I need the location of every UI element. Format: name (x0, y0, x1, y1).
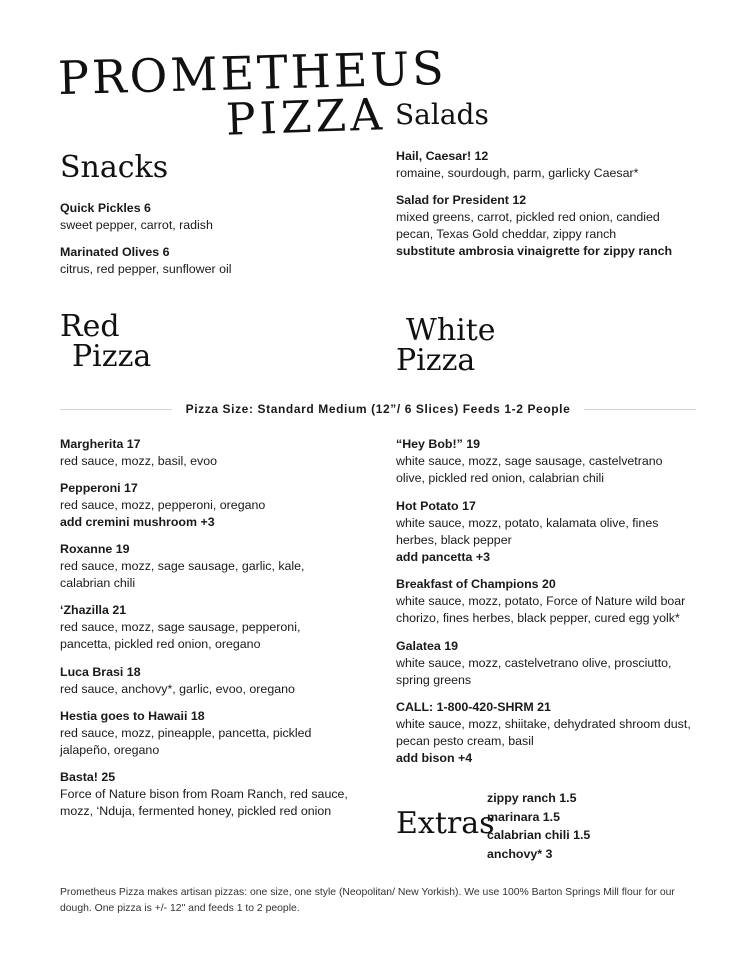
pizza-addon: add cremini mushroom +3 (60, 515, 215, 529)
salad-name: Hail, Caesar! 12 (396, 149, 489, 163)
divider-right (584, 409, 696, 410)
pizza-size-label: Pizza Size: (185, 402, 254, 416)
pizza-name: “Hey Bob!” 19 (396, 437, 480, 451)
white-pizza-heading (396, 313, 496, 378)
pizza-name: Hot Potato 17 (396, 499, 476, 513)
red-pizza-heading-line1: Red (60, 309, 120, 344)
snack-name: Quick Pickles 6 (60, 201, 151, 215)
pizza-addon: add pancetta +3 (396, 550, 490, 564)
divider-left (60, 409, 172, 410)
pizza-name: Luca Brasi 18 (60, 665, 141, 679)
pizza-desc: red sauce, mozz, sage sausage, pepperoni, pancetta, pickled red onion, oregano (60, 620, 301, 651)
pizza-desc: Force of Nature bison from Roam Ranch, red sauce, mozz, ‘Nduja, fermented honey, pickled red onion (60, 787, 348, 818)
snack-name: Marinated Olives 6 (60, 245, 170, 259)
salad-item (396, 192, 696, 260)
red-pizza-item (60, 664, 295, 698)
pizza-name: Hestia goes to Hawaii 18 (60, 709, 205, 723)
pizza-size-value: Standard Medium (12”/ 6 Slices) Feeds 1-2 People (257, 402, 571, 416)
red-pizza-item (60, 769, 360, 820)
pizza-name: ‘Zhazilla 21 (60, 603, 127, 617)
red-pizza-item (60, 541, 332, 592)
pizza-desc: white sauce, mozz, potato, kalamata olive, fines herbes, black pepper (396, 516, 659, 547)
snack-item (60, 200, 213, 234)
red-pizza-item (60, 436, 217, 470)
logo-line-1: PROMETHEUS (57, 40, 448, 106)
pizza-name: Breakfast of Champions 20 (396, 577, 556, 591)
extra-item: calabrian chili 1.5 (487, 828, 591, 842)
snack-desc: sweet pepper, carrot, radish (60, 218, 213, 232)
pizza-desc: white sauce, mozz, sage sausage, castelvetrano olive, pickled red onion, calabrian chili (396, 454, 663, 485)
white-pizza-item (396, 576, 696, 627)
pizza-name: Basta! 25 (60, 770, 116, 784)
red-pizza-item (60, 602, 332, 653)
pizza-desc: red sauce, mozz, basil, evoo (60, 454, 218, 468)
pizza-desc: red sauce, mozz, pineapple, pancetta, pickled jalapeño, oregano (60, 726, 312, 757)
extra-item: marinara 1.5 (487, 809, 561, 824)
pizza-size-row (60, 400, 696, 418)
extras-list (487, 789, 590, 863)
snack-item (60, 244, 232, 278)
salad-desc: romaine, sourdough, parm, garlicky Caesar* (396, 166, 639, 180)
pizza-desc: white sauce, mozz, shiitake, dehydrated shroom dust, pecan pesto cream, basil (396, 717, 691, 748)
white-pizza-item (396, 699, 700, 767)
pizza-desc: red sauce, mozz, pepperoni, oregano (60, 498, 266, 512)
white-pizza-heading-line2: Pizza (396, 343, 476, 378)
pizza-name: Galatea 19 (396, 639, 458, 653)
pizza-desc: white sauce, mozz, potato, Force of Nature wild boar chorizo, fines herbes, black pepper, cured egg yolk* (396, 594, 686, 625)
salad-item (396, 148, 638, 182)
salad-name: Salad for President 12 (396, 193, 527, 207)
extra-item: anchovy* 3 (487, 846, 553, 861)
pizza-name: Margherita 17 (60, 437, 141, 451)
red-pizza-heading-line2: Pizza (72, 339, 152, 374)
footer-note: Prometheus Pizza makes artisan pizzas: one size, one style (Neopolitan/ New Yorkish). We use 100% Barton Springs Mill flour for our dough. One pizza is +/- 12" and feeds 1 to 2 people. (60, 887, 675, 914)
white-pizza-item (396, 638, 688, 689)
extra-item: zippy ranch 1.5 (487, 791, 577, 805)
red-pizza-heading (60, 309, 152, 374)
white-pizza-item (396, 498, 676, 566)
red-pizza-item (60, 708, 332, 759)
snack-desc: citrus, red pepper, sunflower oil (60, 262, 232, 276)
pizza-name: Roxanne 19 (60, 542, 130, 556)
salad-desc: mixed greens, carrot, pickled red onion, candied pecan, Texas Gold cheddar, zippy ranch (396, 210, 660, 241)
pizza-desc: red sauce, anchovy*, garlic, evoo, oregano (60, 682, 295, 696)
pizza-name: CALL: 1-800-420-SHRM 21 (396, 700, 551, 714)
red-pizza-item (60, 480, 265, 531)
pizza-addon: add bison +4 (396, 751, 473, 765)
extras-heading: Extras (396, 806, 495, 841)
salad-addon: substitute ambrosia vinaigrette for zippy ranch (396, 244, 673, 258)
pizza-desc: white sauce, mozz, castelvetrano olive, prosciutto, spring greens (396, 656, 672, 687)
pizza-name: Pepperoni 17 (60, 481, 138, 495)
white-pizza-heading-line1: White (406, 313, 496, 348)
white-pizza-item (396, 436, 686, 487)
salads-heading: Salads (395, 98, 489, 131)
pizza-desc: red sauce, mozz, sage sausage, garlic, kale, calabrian chili (60, 559, 305, 590)
pizza-size-text (172, 402, 585, 416)
logo-line-2: PIZZA (225, 89, 387, 146)
snacks-heading: Snacks (60, 150, 169, 185)
